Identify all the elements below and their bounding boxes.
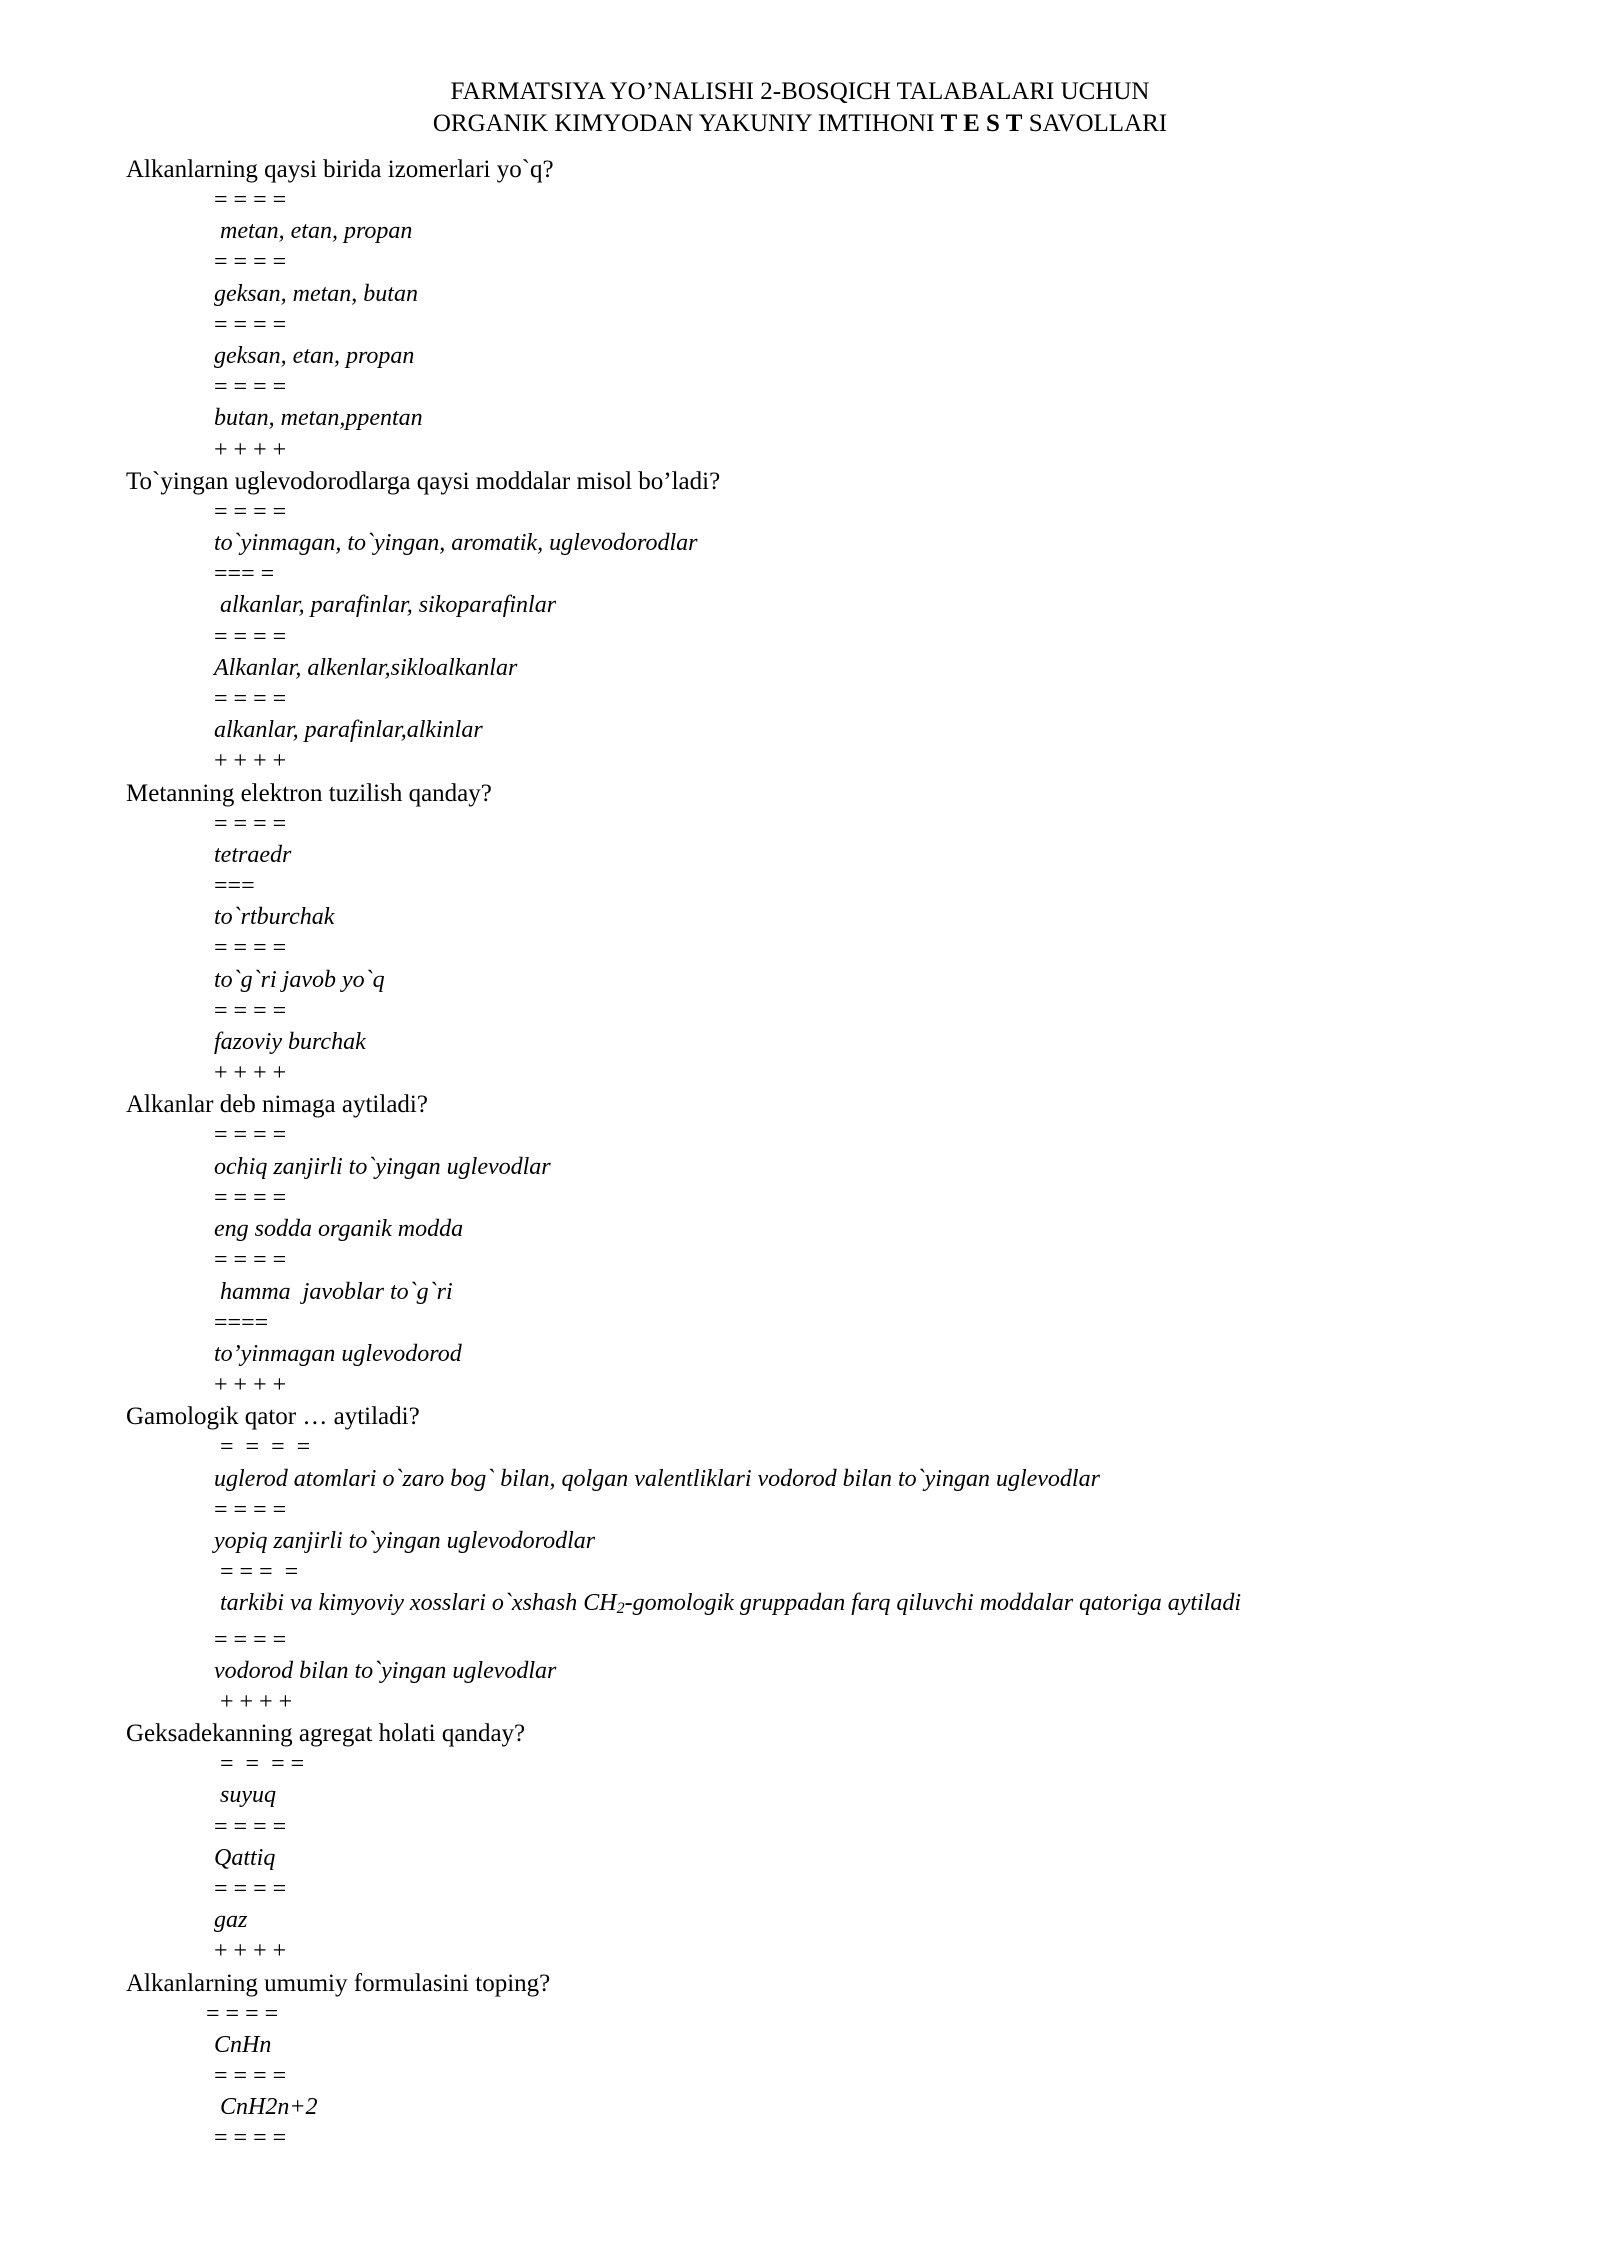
answer-option: tetraedr [214,841,292,868]
answer-option: eng sodda organik modda [214,1216,464,1243]
question-block-4 [126,1089,1500,1401]
question-text: Geksadekanning agregat holati qanday? [126,1720,526,1748]
question-block-7 [126,1968,1500,2155]
header-line-2-end: SAVOLLARI [1022,110,1168,137]
answer-option: vodorod bilan to`yingan uglevodlar [214,1657,557,1684]
option-separator: = = = = [214,997,287,1024]
option-separator: = = = = [214,187,287,213]
answer-option: Qattiq [214,1844,276,1871]
answer-option: uglerod atomlari o`zaro bog` bilan, qolgan valentliklari vodorod bilan to`yingan uglevodlar [214,1465,1100,1492]
option-separator: = = = = [214,1496,287,1523]
option-separator: = = = = [214,686,287,713]
question-block-2 [126,466,1500,778]
option-separator: = = = = [214,1184,287,1211]
question-block-6 [126,1718,1500,1967]
question-end-marker: + + + + [214,1372,287,1399]
answer-option: alkanlar, parafinlar,alkinlar [214,717,483,744]
option-separator: = = = = [214,1813,287,1840]
answer-option: yopiq zanjirli to`yingan uglevodorodlar [214,1527,596,1554]
option-separator: === = [214,561,275,588]
option-separator: = = = = [214,623,287,650]
option-separator: === [214,873,255,900]
question-block-1 [126,154,1500,466]
answer-option: suyuq [214,1782,276,1809]
question-end-marker: + + + + [214,436,287,463]
answer-option: fazoviy burchak [214,1029,366,1056]
answer-option: CnH2n+2 [214,2094,318,2121]
answer-option: CnHn [214,2031,272,2058]
option-separator: = = = = [206,2000,279,2027]
option-separator: = = = = [214,374,287,401]
header-line-2 [100,108,1500,140]
option-separator: = = = = [214,1434,311,1461]
answer-option: geksan, etan, propan [214,343,415,370]
answer-option: metan, etan, propan [214,218,413,245]
question-block-3 [126,778,1500,1090]
answer-option-part: tarkibi va kimyoviy xosslari o`xshash CH [214,1590,617,1617]
option-separator: = = = = [214,1559,299,1586]
answer-option [214,1588,1500,1624]
option-separator: = = = = [214,2125,287,2152]
question-block-5 [126,1401,1500,1718]
answer-option: geksan, metan, butan [214,280,418,307]
answer-option: Alkanlar, alkenlar,sikloalkanlar [214,654,518,681]
question-text: Alkanlarning qaysi birida izomerlari yo`q? [126,156,554,183]
question-text: Alkanlar deb nimaga aytiladi? [126,1091,428,1119]
answer-option: ochiq zanjirli to`yingan uglevodlar [214,1153,551,1180]
answer-option: to`g`ri javob yo`q [214,966,385,993]
question-end-marker: + + + + [214,748,287,775]
option-separator: = = = = [214,498,287,525]
option-separator: = = = = [214,1626,287,1653]
question-text: Alkanlarning umumiy formulasini toping? [126,1969,551,1997]
document-header [100,76,1500,140]
answer-option: butan, metan,ppentan [214,405,423,432]
option-separator: = = = = [214,1122,287,1149]
answer-option: gaz [214,1907,248,1934]
header-line-2-start: ORGANIK KIMYODAN YAKUNIY IMTIHONI [432,110,941,137]
question-text: Gamologik qator … aytiladi? [126,1403,420,1431]
header-line-1: FARMATSIYA YO’NALISHI 2-BOSQICH TALABALARI UCHUN [450,78,1150,105]
question-text: To`yingan uglevodorodlarga qaysi moddalar misol bo’ladi? [126,467,721,495]
option-separator: = = = = [214,311,287,338]
option-separator: = = = = [214,1247,287,1274]
option-separator: = = = = [214,249,287,276]
header-test-word: T E S T [940,110,1023,137]
answer-option: to’yinmagan uglevodorod [214,1340,462,1367]
answer-option: to`rtburchak [214,904,335,931]
answer-option: alkanlar, parafinlar, sikoparafinlar [214,592,557,619]
question-end-marker: + + + + [214,1688,293,1715]
option-separator: = = = = [214,935,287,962]
option-separator: ==== [214,1309,269,1336]
answer-option-part: -gomologik gruppadan farq qiluvchi moddalar qatoriga aytiladi [624,1590,1242,1617]
option-separator: = = = = [214,2062,287,2089]
option-separator: = = = = [214,810,287,837]
option-separator: = = = = [214,1751,305,1778]
subscript: 2 [616,1600,625,1618]
question-end-marker: + + + + [214,1938,287,1965]
answer-option: hamma javoblar to`g`ri [214,1278,453,1305]
option-separator: = = = = [214,1875,287,1902]
answer-option: to`yinmagan, to`yingan, aromatik, uglevodorodlar [214,530,698,557]
question-end-marker: + + + + [214,1060,287,1087]
question-text: Metanning elektron tuzilish qanday? [126,779,492,807]
